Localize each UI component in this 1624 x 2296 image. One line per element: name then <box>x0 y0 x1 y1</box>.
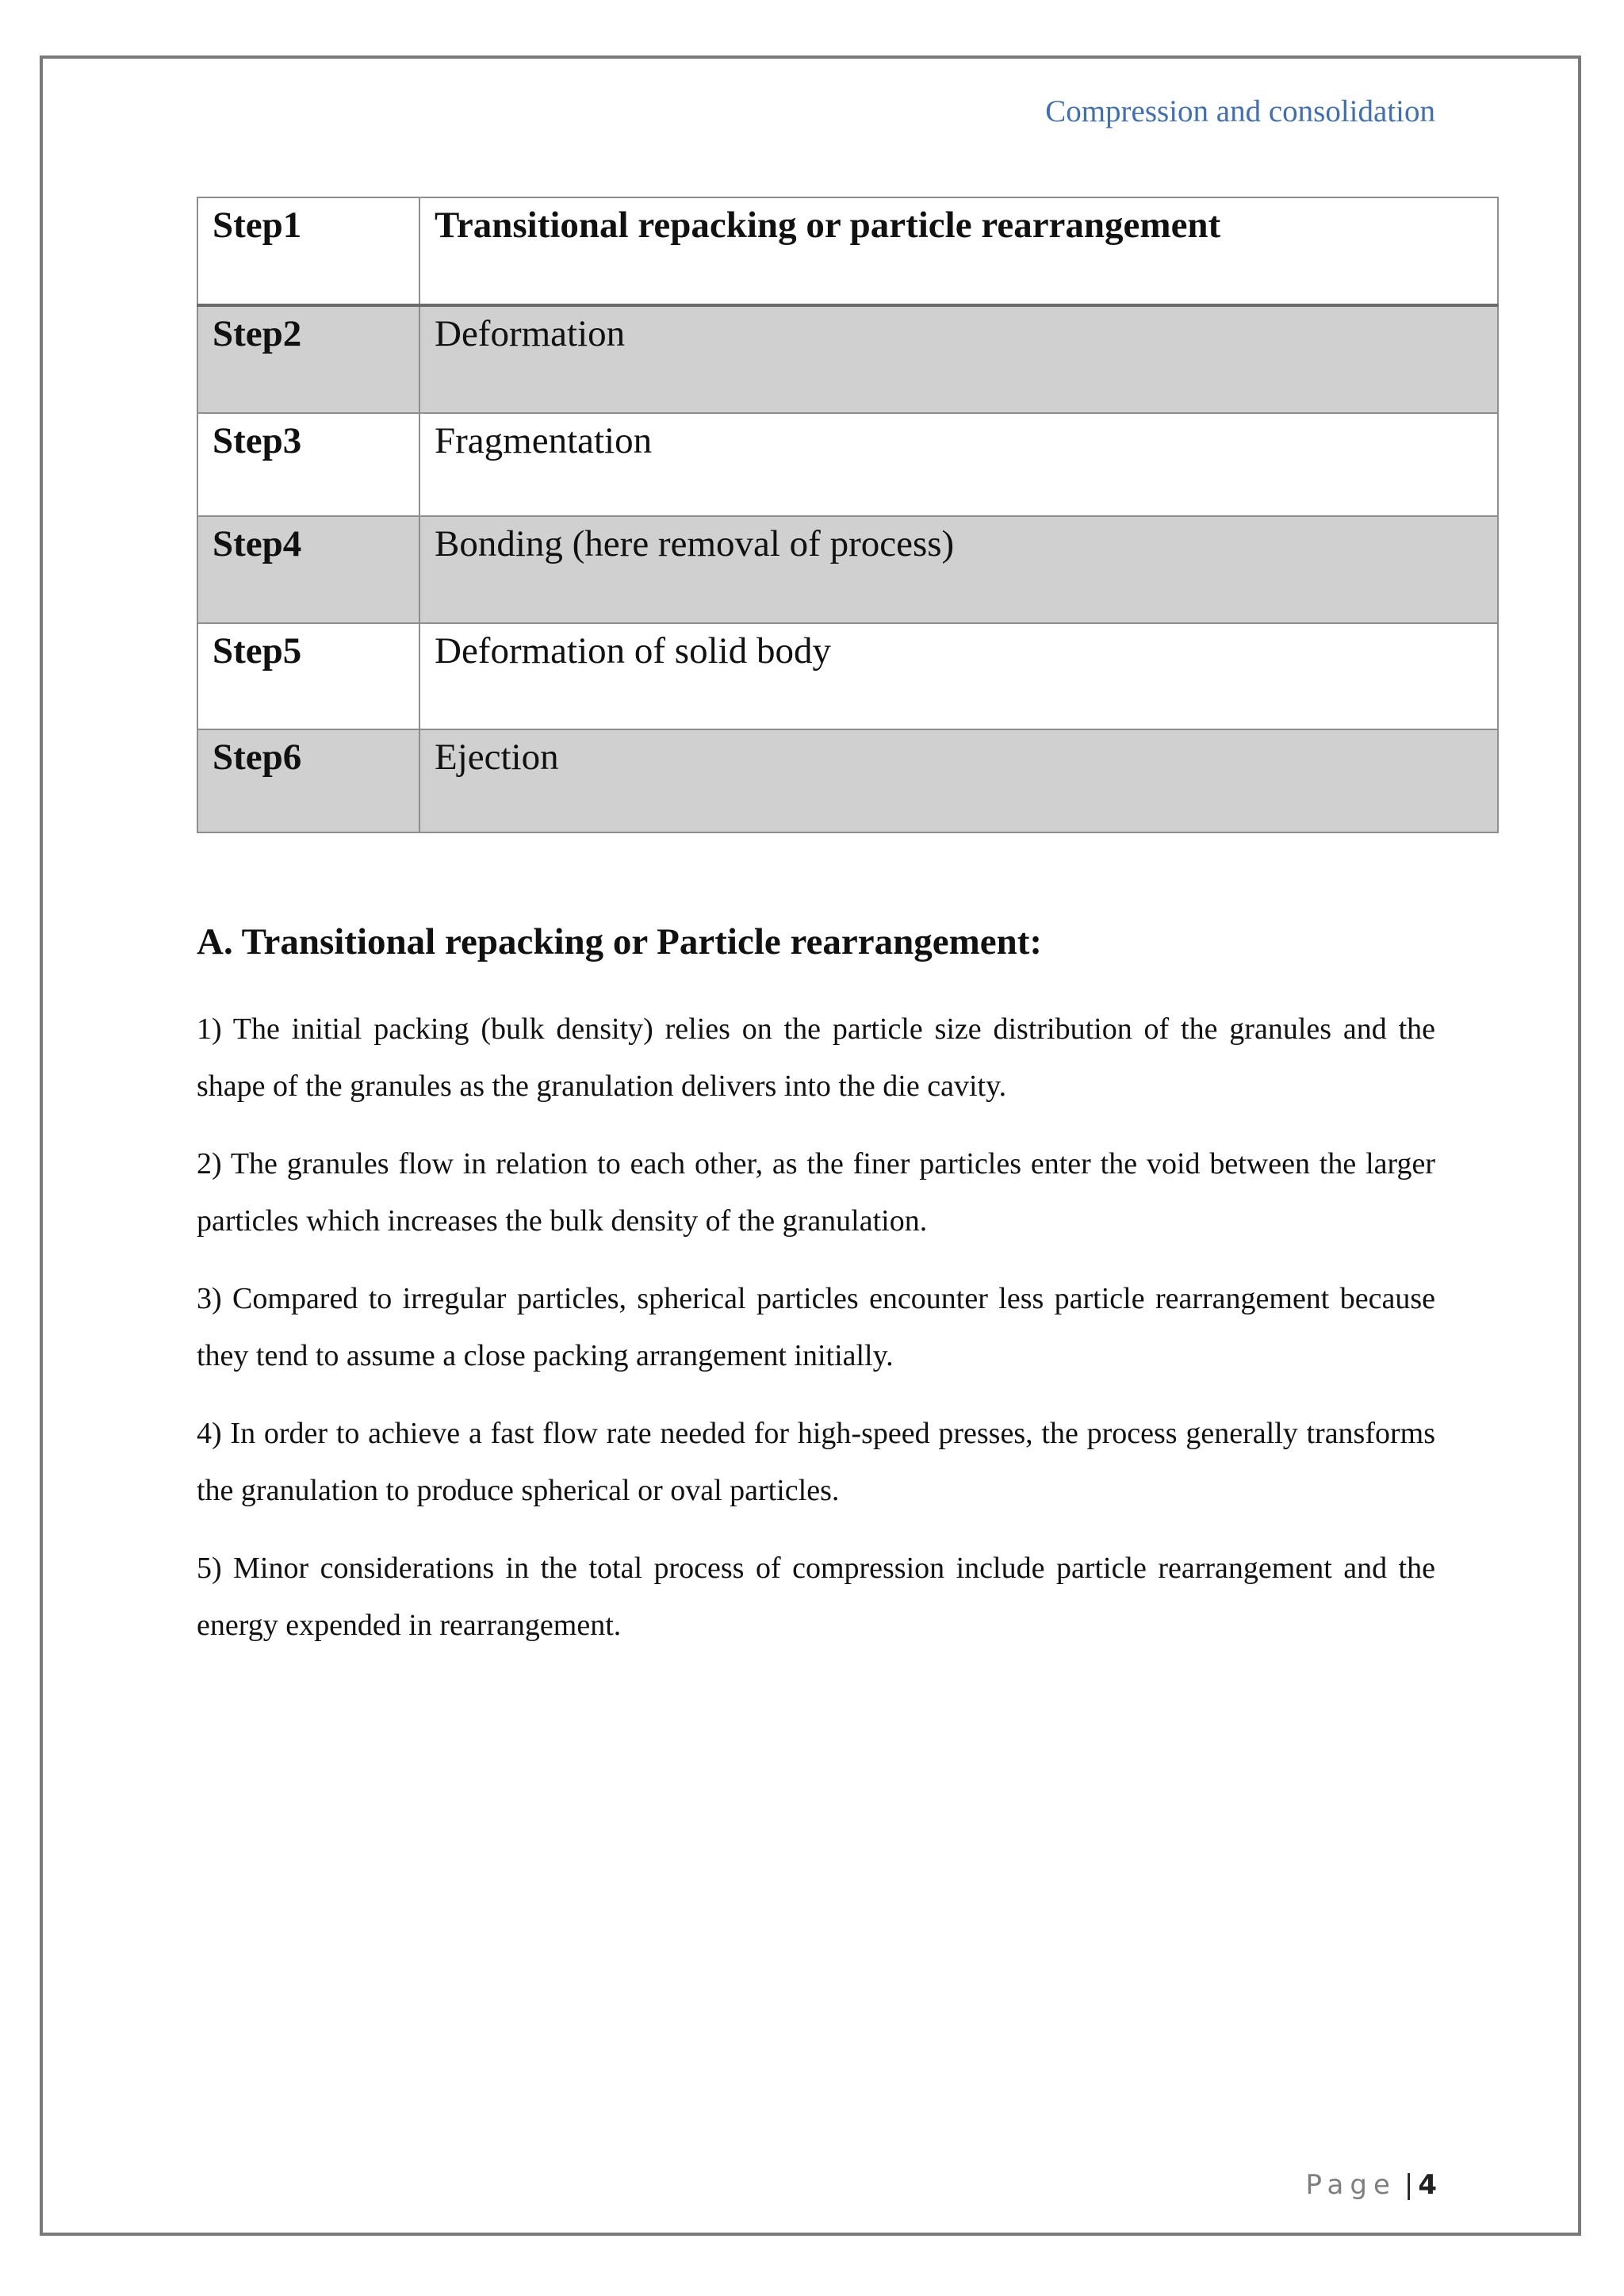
step-label: Step2 <box>197 305 419 413</box>
running-header: Compression and consolidation <box>1045 94 1435 128</box>
step-label: Step3 <box>197 413 419 516</box>
section-heading: A. Transitional repacking or Particle rearrangement: <box>197 921 1043 962</box>
step-label: Step4 <box>197 516 419 623</box>
paragraph-2: 2) The granules flow in relation to each other, as the finer particles enter the void between the larger particles which increases the bulk density of the granulation. <box>197 1147 1435 1238</box>
paragraph-3: 3) Compared to irregular particles, spherical particles encounter less particle rearrangement because they tend to assume a close packing arrangement initially. <box>197 1282 1435 1372</box>
step-label: Step1 <box>197 197 419 305</box>
page-separator: | <box>1404 2169 1414 2201</box>
step-description: Deformation <box>419 305 1498 413</box>
step-label: Step5 <box>197 623 419 729</box>
section-body <box>197 1001 1435 1674</box>
step-label: Step6 <box>197 729 419 832</box>
table-row <box>197 623 1498 729</box>
step-description: Transitional repacking or particle rearrangement <box>419 197 1498 305</box>
paragraph-4: 4) In order to achieve a fast flow rate needed for high-speed presses, the process generally transforms the granulation to produce spherical or oval particles. <box>197 1417 1435 1507</box>
step-description: Deformation of solid body <box>419 623 1498 729</box>
table-row <box>197 197 1498 305</box>
step-description: Fragmentation <box>419 413 1498 516</box>
step-description: Bonding (here removal of process) <box>419 516 1498 623</box>
table-row <box>197 729 1498 832</box>
table-row <box>197 516 1498 623</box>
paragraph-5: 5) Minor considerations in the total process of compression include particle rearrangement and the energy expended in rearrangement. <box>197 1552 1435 1642</box>
paragraph-1: 1) The initial packing (bulk density) relies on the particle size distribution of the granules and the shape of the granules as the granulation delivers into the die cavity. <box>197 1012 1435 1103</box>
steps-table <box>197 197 1499 833</box>
page-footer <box>1189 2169 1437 2201</box>
table-row <box>197 305 1498 413</box>
table-row <box>197 413 1498 516</box>
page-label: Page <box>1305 2169 1396 2201</box>
step-description: Ejection <box>419 729 1498 832</box>
page-number: 4 <box>1418 2169 1437 2201</box>
